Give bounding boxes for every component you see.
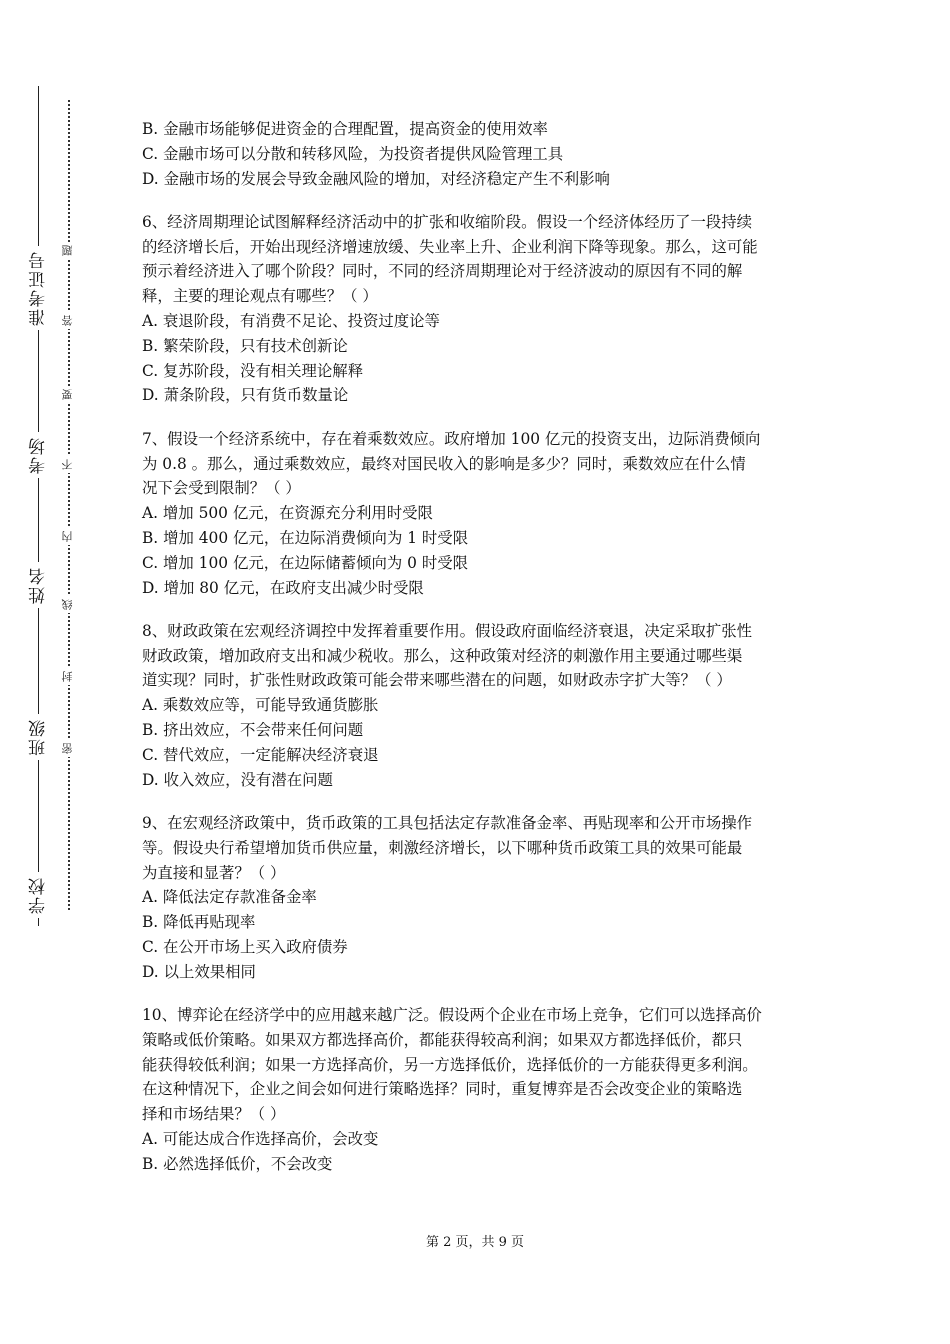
seal-char-feng: 封 — [60, 668, 78, 685]
option-b: B. 繁荣阶段，只有技术创新论 — [142, 336, 348, 355]
binding-dotted-line — [68, 100, 70, 910]
option-d: D. 收入效应，没有潜在问题 — [142, 770, 333, 789]
question-stem-line: 择和市场结果？（ ） — [142, 1105, 286, 1124]
question-10 — [142, 1003, 814, 1177]
seal-char-nei: 内 — [60, 528, 78, 545]
option-d: D. 金融市场的发展会导致金融风险的增加，对经济稳定产生不利影响 — [142, 169, 610, 188]
option-a: A. 衰退阶段，有消费不足论、投资过度论等 — [142, 312, 440, 331]
question-5-continued — [142, 117, 814, 191]
option-b: B. 挤出效应，不会带来任何问题 — [142, 721, 364, 740]
question-8 — [142, 619, 814, 793]
question-stem-line: 8、财政政策在宏观经济调控中发挥着重要作用。假设政府面临经济衰退，决定采取扩张性 — [142, 621, 753, 640]
name-label: 姓名 — [26, 562, 52, 608]
page-footer: 第 2 页，共 9 页 — [425, 1235, 525, 1250]
option-a: A. 乘数效应等，可能导致通货膨胀 — [142, 696, 379, 715]
option-c: C. 金融市场可以分散和转移风险，为投资者提供风险管理工具 — [142, 144, 564, 163]
option-d: D. 萧条阶段，只有货币数量论 — [142, 386, 349, 405]
option-d: D. 以上效果相同 — [142, 962, 256, 981]
seal-char-da: 答 — [60, 312, 78, 329]
seal-char-mi: 密 — [60, 740, 78, 757]
question-stem-line: 为 0.8 。那么，通过乘数效应，最终对国民收入的影响是多少？同时，乘数效应在什么情 — [142, 454, 746, 473]
question-7 — [142, 427, 814, 601]
seal-char-yao: 要 — [60, 386, 78, 403]
question-stem-line: 在这种情况下，企业之间会如何进行策略选择？同时，重复博弈是否会改变企业的策略选 — [142, 1080, 743, 1099]
question-stem-line: 策略或低价策略。如果双方都选择高价，都能获得较高利润；如果双方都选择低价，都只 — [142, 1030, 743, 1049]
question-stem-line: 为直接和显著？（ ） — [142, 863, 286, 882]
option-a: A. 增加 500 亿元，在资源充分利用时受限 — [142, 504, 433, 523]
option-b: B. 金融市场能够促进资金的合理配置，提高资金的使用效率 — [142, 120, 548, 138]
question-stem-line: 10、博弈论在经济学中的应用越来越广泛。假设两个企业在市场上竞争，它们可以选择高价 — [142, 1006, 762, 1024]
exam-id-label: 准考证号 — [26, 246, 52, 330]
question-stem-line: 7、假设一个经济系统中，存在着乘数效应。政府增加 100 亿元的投资支出，边际消费倾向 — [142, 429, 761, 448]
class-label: 班级 — [26, 714, 52, 760]
question-6 — [142, 210, 814, 408]
question-stem-line: 释，主要的理论观点有哪些？（ ） — [142, 287, 378, 306]
option-d: D. 增加 80 亿元，在政府支出减少时受限 — [142, 578, 424, 597]
seal-char-xian: 线 — [60, 596, 78, 613]
seal-char-ti: 题 — [60, 242, 78, 259]
option-a: A. 降低法定存款准备金率 — [142, 888, 317, 907]
option-c: C. 在公开市场上买入政府债券 — [142, 937, 348, 956]
option-c: C. 增加 100 亿元，在边际储蓄倾向为 0 时受限 — [142, 553, 468, 572]
question-9 — [142, 811, 814, 985]
seal-char-bu: 不 — [60, 456, 78, 473]
option-c: C. 复苏阶段，没有相关理论解释 — [142, 361, 364, 380]
question-content — [142, 117, 814, 1177]
option-b: B. 增加 400 亿元，在边际消费倾向为 1 时受限 — [142, 528, 469, 547]
question-stem-line: 况下会受到限制？（ ） — [142, 479, 301, 498]
option-b: B. 降低再贴现率 — [142, 913, 256, 932]
question-stem-line: 财政政策，增加政府支出和减少税收。那么，这种政策对经济的刺激作用主要通过哪些渠 — [142, 646, 743, 665]
binding-solid-line — [38, 86, 39, 926]
binding-margin — [0, 0, 110, 1344]
question-stem-line: 等。假设央行希望增加货币供应量，刺激经济增长，以下哪种货币政策工具的效果可能最 — [142, 838, 743, 857]
exam-room-label: 考场 — [26, 432, 52, 478]
question-stem-line: 能获得较低利润；如果一方选择高价，另一方选择低价，选择低价的一方能获得更多利润。 — [142, 1055, 758, 1074]
question-stem-line: 道实现？同时，扩张性财政政策可能会带来哪些潜在的问题，如财政赤字扩大等？（ ） — [142, 671, 732, 690]
school-label: 学校 — [26, 872, 52, 918]
question-stem-line: 的经济增长后，开始出现经济增速放缓、失业率上升、企业利润下降等现象。那么，这可能 — [142, 237, 758, 256]
question-stem-line: 6、经济周期理论试图解释经济活动中的扩张和收缩阶段。假设一个经济体经历了一段持续 — [142, 212, 753, 231]
option-b: B. 必然选择低价，不会改变 — [142, 1154, 333, 1173]
option-a: A. 可能达成合作选择高价，会改变 — [142, 1129, 379, 1148]
option-c: C. 替代效应，一定能解决经济衰退 — [142, 745, 379, 764]
question-stem-line: 9、在宏观经济政策中，货币政策的工具包括法定存款准备金率、再贴现率和公开市场操作 — [142, 813, 753, 832]
question-stem-line: 预示着经济进入了哪个阶段？同时，不同的经济周期理论对于经济波动的原因有不同的解 — [142, 262, 743, 281]
